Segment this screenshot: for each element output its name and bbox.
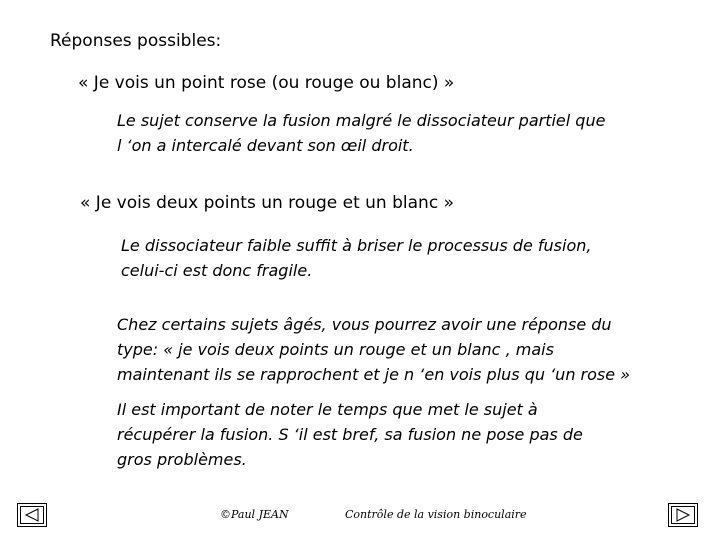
footer-course-title: Contrôle de la vision binoculaire — [345, 508, 527, 521]
note-line: Chez certains sujets âgés, vous pourrez avoir une réponse du — [117, 315, 612, 334]
note-line: type: « je vois deux points un rouge et un blanc , mais — [117, 340, 554, 359]
conclusion-recovery-time — [117, 397, 583, 472]
explanation-fusion-kept — [117, 108, 605, 158]
quote-pink-point: « Je vois un point rose (ou rouge ou blanc) » — [78, 73, 455, 93]
next-slide-button[interactable] — [668, 503, 698, 527]
triangle-right-icon — [675, 508, 691, 522]
note-line: maintenant ils se rapprochent et je n ‘en vois plus qu ‘un rose » — [117, 365, 631, 384]
explanation-line: Le sujet conserve la fusion malgré le dissociateur partiel que — [117, 111, 606, 130]
note-elderly-subjects — [117, 312, 630, 387]
conclusion-line: récupérer la fusion. S ‘il est bref, sa fusion ne pose pas de — [117, 425, 583, 444]
conclusion-line: Il est important de noter le temps que met le sujet à — [117, 400, 538, 419]
footer-author: ©Paul JEAN — [220, 508, 289, 521]
slide-title: Réponses possibles: — [50, 31, 222, 51]
triangle-left-icon — [24, 508, 40, 522]
explanation-line: celui-ci est donc fragile. — [121, 261, 313, 280]
explanation-line: l ‘on a intercalé devant son œil droit. — [117, 136, 414, 155]
previous-slide-button[interactable] — [17, 503, 47, 527]
conclusion-line: gros problèmes. — [117, 450, 247, 469]
quote-two-points: « Je vois deux points un rouge et un blanc » — [80, 193, 454, 213]
explanation-line: Le dissociateur faible suffit à briser le processus de fusion, — [121, 236, 592, 255]
explanation-fusion-fragile — [121, 233, 591, 283]
